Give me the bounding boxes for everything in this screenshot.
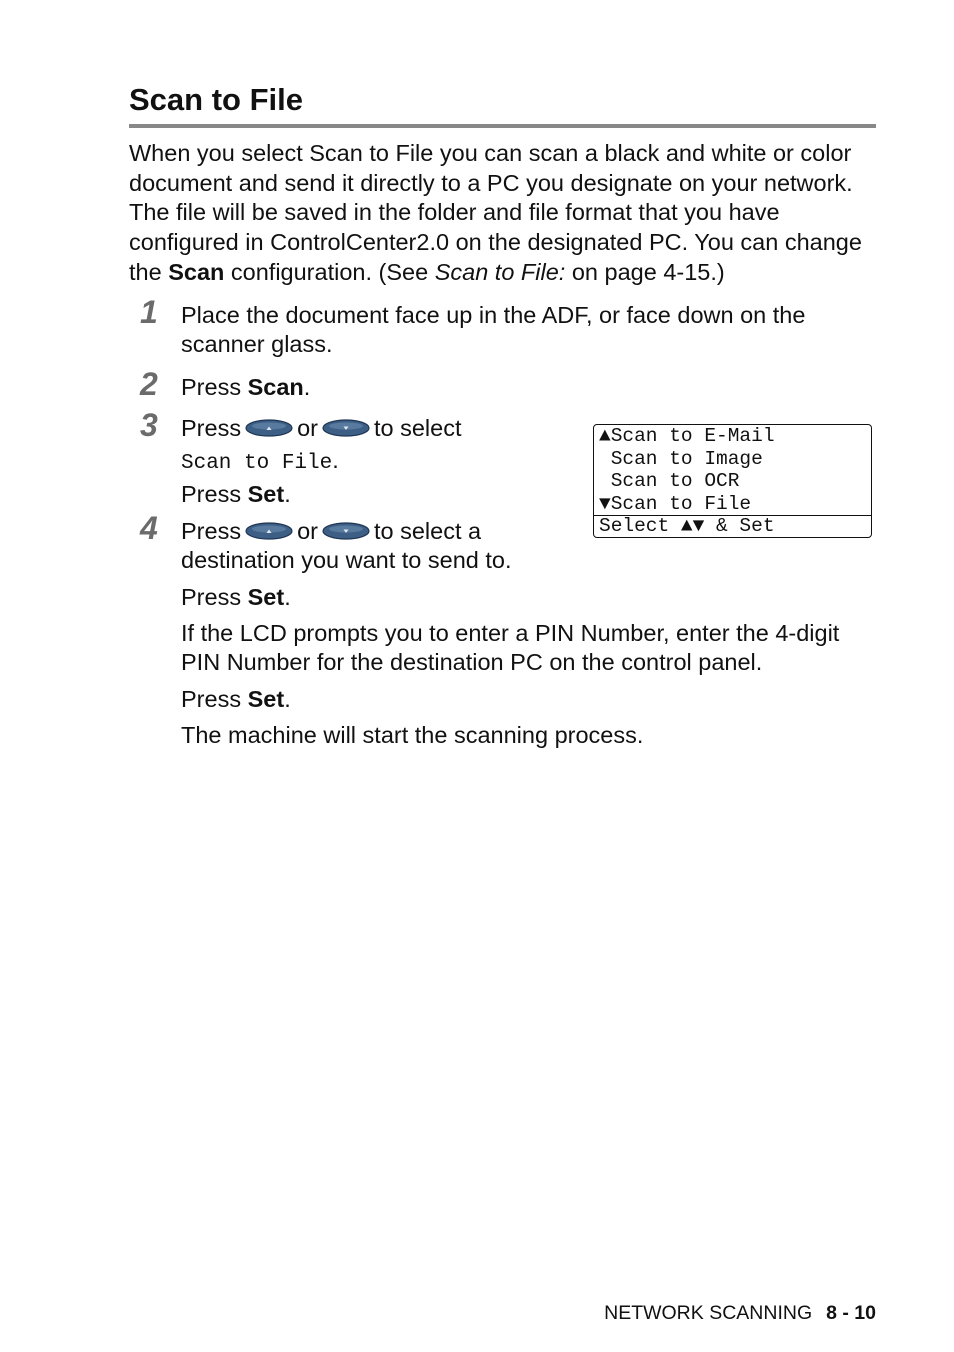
step-4-end-3: . bbox=[284, 686, 291, 712]
step-3-set-key: Set bbox=[247, 481, 285, 507]
step-4-set-key-1: Set bbox=[247, 584, 285, 610]
step-4-final-line: The machine will start the scanning process. bbox=[181, 722, 644, 748]
step-4-or: or bbox=[297, 518, 318, 544]
page-footer bbox=[604, 1301, 876, 1325]
intro-text-1: When you select Scan to File you can scan a black and white or color document and send it directly to a PC you designate on your network. The file will be saved in the folder and file format that you have configured in ControlCenter2.0 on the designated PC. You can change the bbox=[129, 140, 862, 285]
step-3-line-1 bbox=[181, 414, 462, 444]
step-3-or: or bbox=[297, 415, 318, 441]
lcd-row-email: ▲Scan to E-Mail bbox=[599, 425, 775, 447]
page-title: Scan to File bbox=[129, 82, 303, 117]
step-4-line-1 bbox=[181, 517, 481, 547]
intro-text-3: on page 4-15.) bbox=[565, 258, 725, 285]
step-4-end-2: . bbox=[284, 584, 291, 610]
intro-paragraph bbox=[129, 139, 889, 288]
lcd-row-image: Scan to Image bbox=[599, 447, 763, 470]
step-3-press: Press bbox=[181, 415, 242, 441]
step-3-line-3 bbox=[181, 480, 291, 510]
step-3-lcd-text: Scan to File bbox=[181, 452, 333, 475]
step-4-press-2: Press bbox=[181, 584, 248, 610]
step-1-line-2: scanner glass. bbox=[181, 331, 333, 357]
step-4-set-key-2: Set bbox=[247, 686, 285, 712]
lcd-row-ocr: Scan to OCR bbox=[599, 470, 740, 493]
step-number-1: 1 bbox=[140, 294, 158, 330]
step-4-pin-line-1: If the LCD prompts you to enter a PIN Number, enter the 4-digit bbox=[181, 620, 840, 646]
step-number-4: 4 bbox=[140, 510, 158, 546]
step-4-to-select: to select a bbox=[373, 518, 482, 544]
step-2-end: . bbox=[303, 374, 311, 400]
lcd-row-file: ▼Scan to File bbox=[599, 492, 752, 515]
down-arrow-button-icon bbox=[322, 419, 370, 437]
step-3-lcd-end: . bbox=[332, 447, 339, 473]
step-2-scan-key: Scan bbox=[247, 374, 304, 400]
step-number-2: 2 bbox=[140, 366, 158, 402]
title-rule bbox=[129, 124, 876, 128]
down-arrow-button-icon bbox=[322, 522, 370, 540]
step-3-end: . bbox=[284, 481, 291, 507]
up-arrow-button-icon bbox=[245, 522, 293, 540]
intro-text-2: configuration. (See bbox=[224, 258, 435, 285]
page-number: 8 - 10 bbox=[826, 1302, 876, 1324]
step-4-pin-line-2: PIN Number for the destination PC on the control panel. bbox=[181, 649, 763, 675]
step-4-press: Press bbox=[181, 518, 242, 544]
step-3-line-2 bbox=[181, 446, 339, 479]
step-1-line-1: Place the document face up in the ADF, or face down on the bbox=[181, 302, 806, 328]
step-4-line-2: destination you want to send to. bbox=[181, 547, 512, 573]
lcd-display bbox=[593, 424, 872, 538]
step-4-press-set-1 bbox=[181, 583, 291, 613]
intro-scan-key: Scan bbox=[168, 258, 225, 285]
step-3-press-2: Press bbox=[181, 481, 248, 507]
step-3-to-select: to select bbox=[373, 415, 462, 441]
step-2-line bbox=[181, 373, 310, 403]
lcd-status-bar: Select ▲▼ & Set bbox=[594, 515, 871, 537]
up-arrow-button-icon bbox=[245, 419, 293, 437]
step-number-3: 3 bbox=[140, 407, 158, 443]
intro-reference: Scan to File: bbox=[434, 258, 566, 285]
step-2-press: Press bbox=[181, 374, 248, 400]
footer-section: NETWORK SCANNING bbox=[604, 1302, 813, 1324]
step-4-press-set-2 bbox=[181, 685, 291, 715]
step-4-press-3: Press bbox=[181, 686, 248, 712]
